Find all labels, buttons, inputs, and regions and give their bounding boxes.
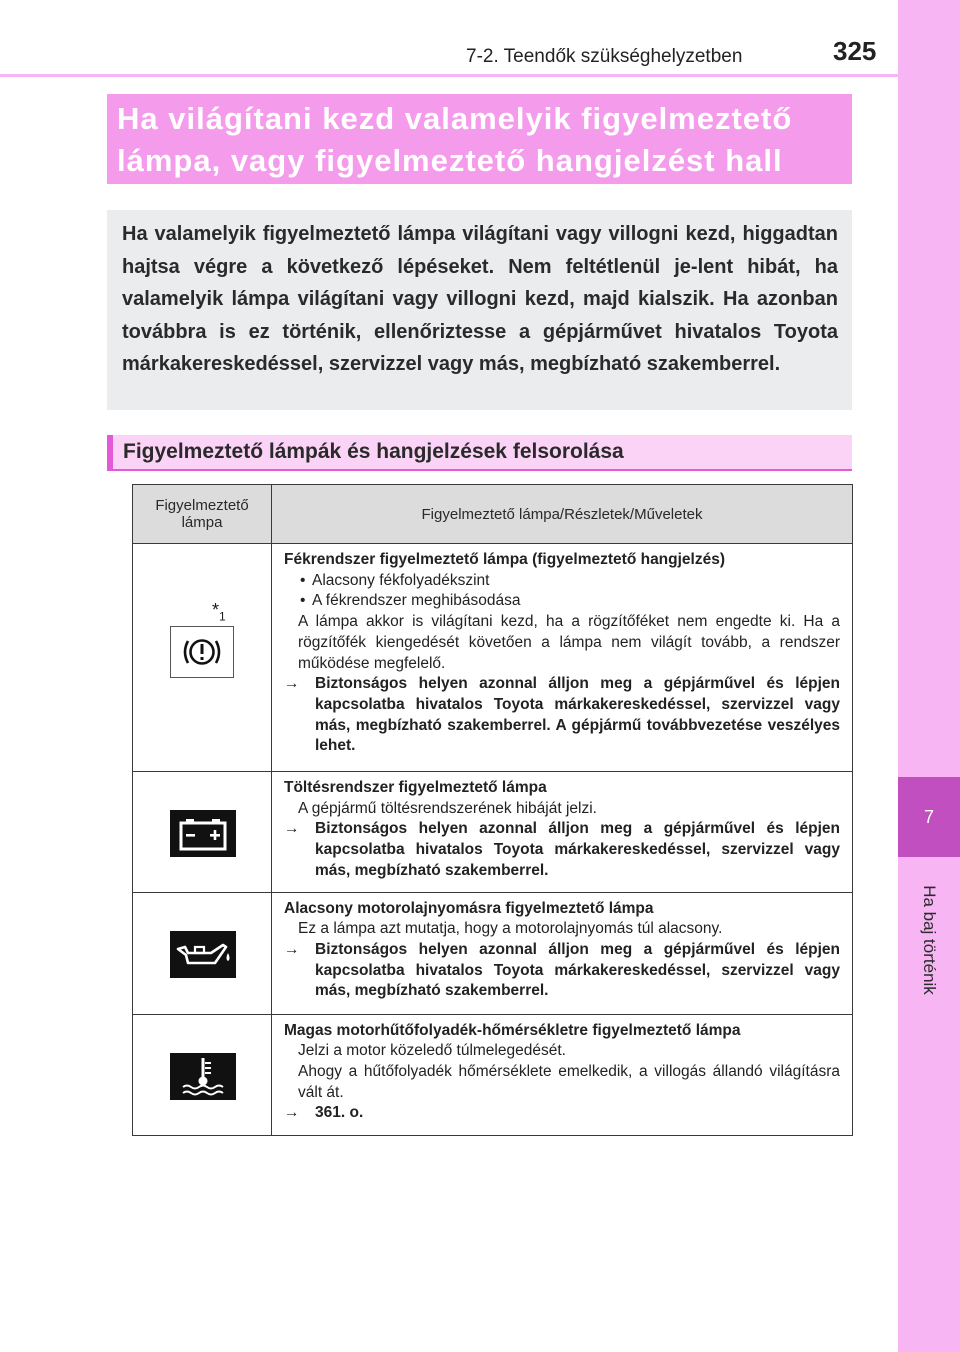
column-header-details: Figyelmeztető lámpa/Részletek/Műveletek <box>272 485 853 544</box>
list-subheading: Figyelmeztető lámpák és hangjelzések felsorolása <box>107 435 852 471</box>
brake-warning-icon <box>170 626 234 678</box>
lamp-title: Alacsony motorolajnyomásra figyelmeztető lámpa <box>284 899 654 917</box>
page-reference: 361. o. <box>315 1104 364 1122</box>
arrow-icon: → <box>284 820 300 838</box>
warning-lamp-table <box>132 484 853 1136</box>
icon-cell <box>133 892 272 1014</box>
icon-cell <box>133 1014 272 1135</box>
lamp-title: Magas motorhűtőfolyadék-hőmérsékletre figyelmeztető lámpa <box>284 1021 741 1039</box>
chapter-title-tab <box>898 870 960 1010</box>
page-title <box>107 94 852 184</box>
column-header-lamp: Figyelmeztető lámpa <box>133 485 272 544</box>
arrow-icon: → <box>284 1104 300 1122</box>
list-item: • A fékrendszer meghibásodása <box>284 591 840 612</box>
lamp-action <box>284 940 840 1002</box>
page-number: 325 <box>833 36 877 66</box>
details-cell <box>272 1014 853 1135</box>
title-line-2: lámpa, vagy figyelmeztető hangjelzést hall <box>117 143 783 178</box>
footnote-marker: $*_1$ <box>212 600 226 624</box>
arrow-icon: → <box>284 675 300 693</box>
details-cell <box>272 772 853 893</box>
lamp-description: Ahogy a hűtőfolyadék hőmérséklete emelkedik, a villogás állandó világításra vált át. <box>298 1062 840 1101</box>
table-row <box>133 1014 853 1135</box>
lamp-action <box>284 1103 840 1124</box>
lamp-description: A gépjármű töltésrendszerének hibáját jelzi. <box>298 799 597 817</box>
header-rule <box>0 74 898 77</box>
title-line-1: Ha világítani kezd valamelyik figyelmeztető <box>117 101 793 136</box>
lamp-action <box>284 819 840 881</box>
arrow-icon: → <box>284 940 300 958</box>
oil-can-icon <box>170 931 236 978</box>
action-text: Biztonságos helyen azonnal álljon meg a gépjárművel és lépjen kapcsolatba hivatalos Toyota márkakereskedéssel, szervizzel vagy más, megbízható szakemberrel. <box>315 820 840 879</box>
side-band <box>898 0 960 1352</box>
lamp-title: Fékrendszer figyelmeztető lámpa (figyelmeztető hangjelzés) <box>284 551 726 568</box>
lamp-description: Ez a lámpa azt mutatja, hogy a motorolajnyomás túl alacsony. <box>298 920 723 938</box>
icon-cell <box>133 544 272 772</box>
battery-icon <box>170 810 236 857</box>
table-row <box>133 892 853 1014</box>
list-item: • Alacsony fékfolyadékszint <box>284 571 840 592</box>
action-text: Biztonságos helyen azonnal álljon meg a gépjárművel és lépjen kapcsolatba hivatalos Toyota márkakereskedéssel, szervizzel vagy más, megbízható szakemberrel. <box>315 940 840 1000</box>
action-text: Biztonságos helyen azonnal álljon meg a gépjárművel és lépjen kapcsolatba hivatalos Toyota márkakereskedéssel, szervizzel vagy más, megbízható szakemberrel. A gépjármű továbbvezetése veszélyes lehet. <box>315 675 840 755</box>
icon-cell <box>133 772 272 893</box>
coolant-temperature-icon <box>170 1053 236 1100</box>
section-heading: 7-2. Teendők szükséghelyzetben <box>466 46 743 67</box>
lamp-description: A lámpa akkor is világítani kezd, ha a rögzítőféket nem engedte ki. Ha a rögzítőfék kiengedését követően a lámpa nem világít tovább, a rendszer működése megfelelő. <box>298 613 840 672</box>
intro-paragraph: Ha valamelyik figyelmeztető lámpa világítani vagy villogni kezd, higgadtan hajtsa végre a következő lépéseket. Nem feltétlenül je-lent hibát, ha valamelyik lámpa világítani vagy villogni kezd, majd kialszik. Ha azonban továbbra is ez történik, ellenőriztesse a gépjárművet hivatalos Toyota márkakereskedéssel, szervizzel vagy más, megbízható szakemberrel. <box>107 210 852 410</box>
table-row <box>133 772 853 893</box>
details-cell <box>272 544 853 772</box>
table-header-row <box>133 485 853 544</box>
lamp-title: Töltésrendszer figyelmeztető lámpa <box>284 779 547 796</box>
details-cell <box>272 892 853 1014</box>
table-row <box>133 544 853 772</box>
lamp-action <box>284 674 840 757</box>
lamp-description: Jelzi a motor közeledő túlmelegedését. <box>298 1042 566 1060</box>
chapter-title: Ha baj történik <box>920 885 939 995</box>
chapter-number-tab: 7 <box>898 777 960 857</box>
